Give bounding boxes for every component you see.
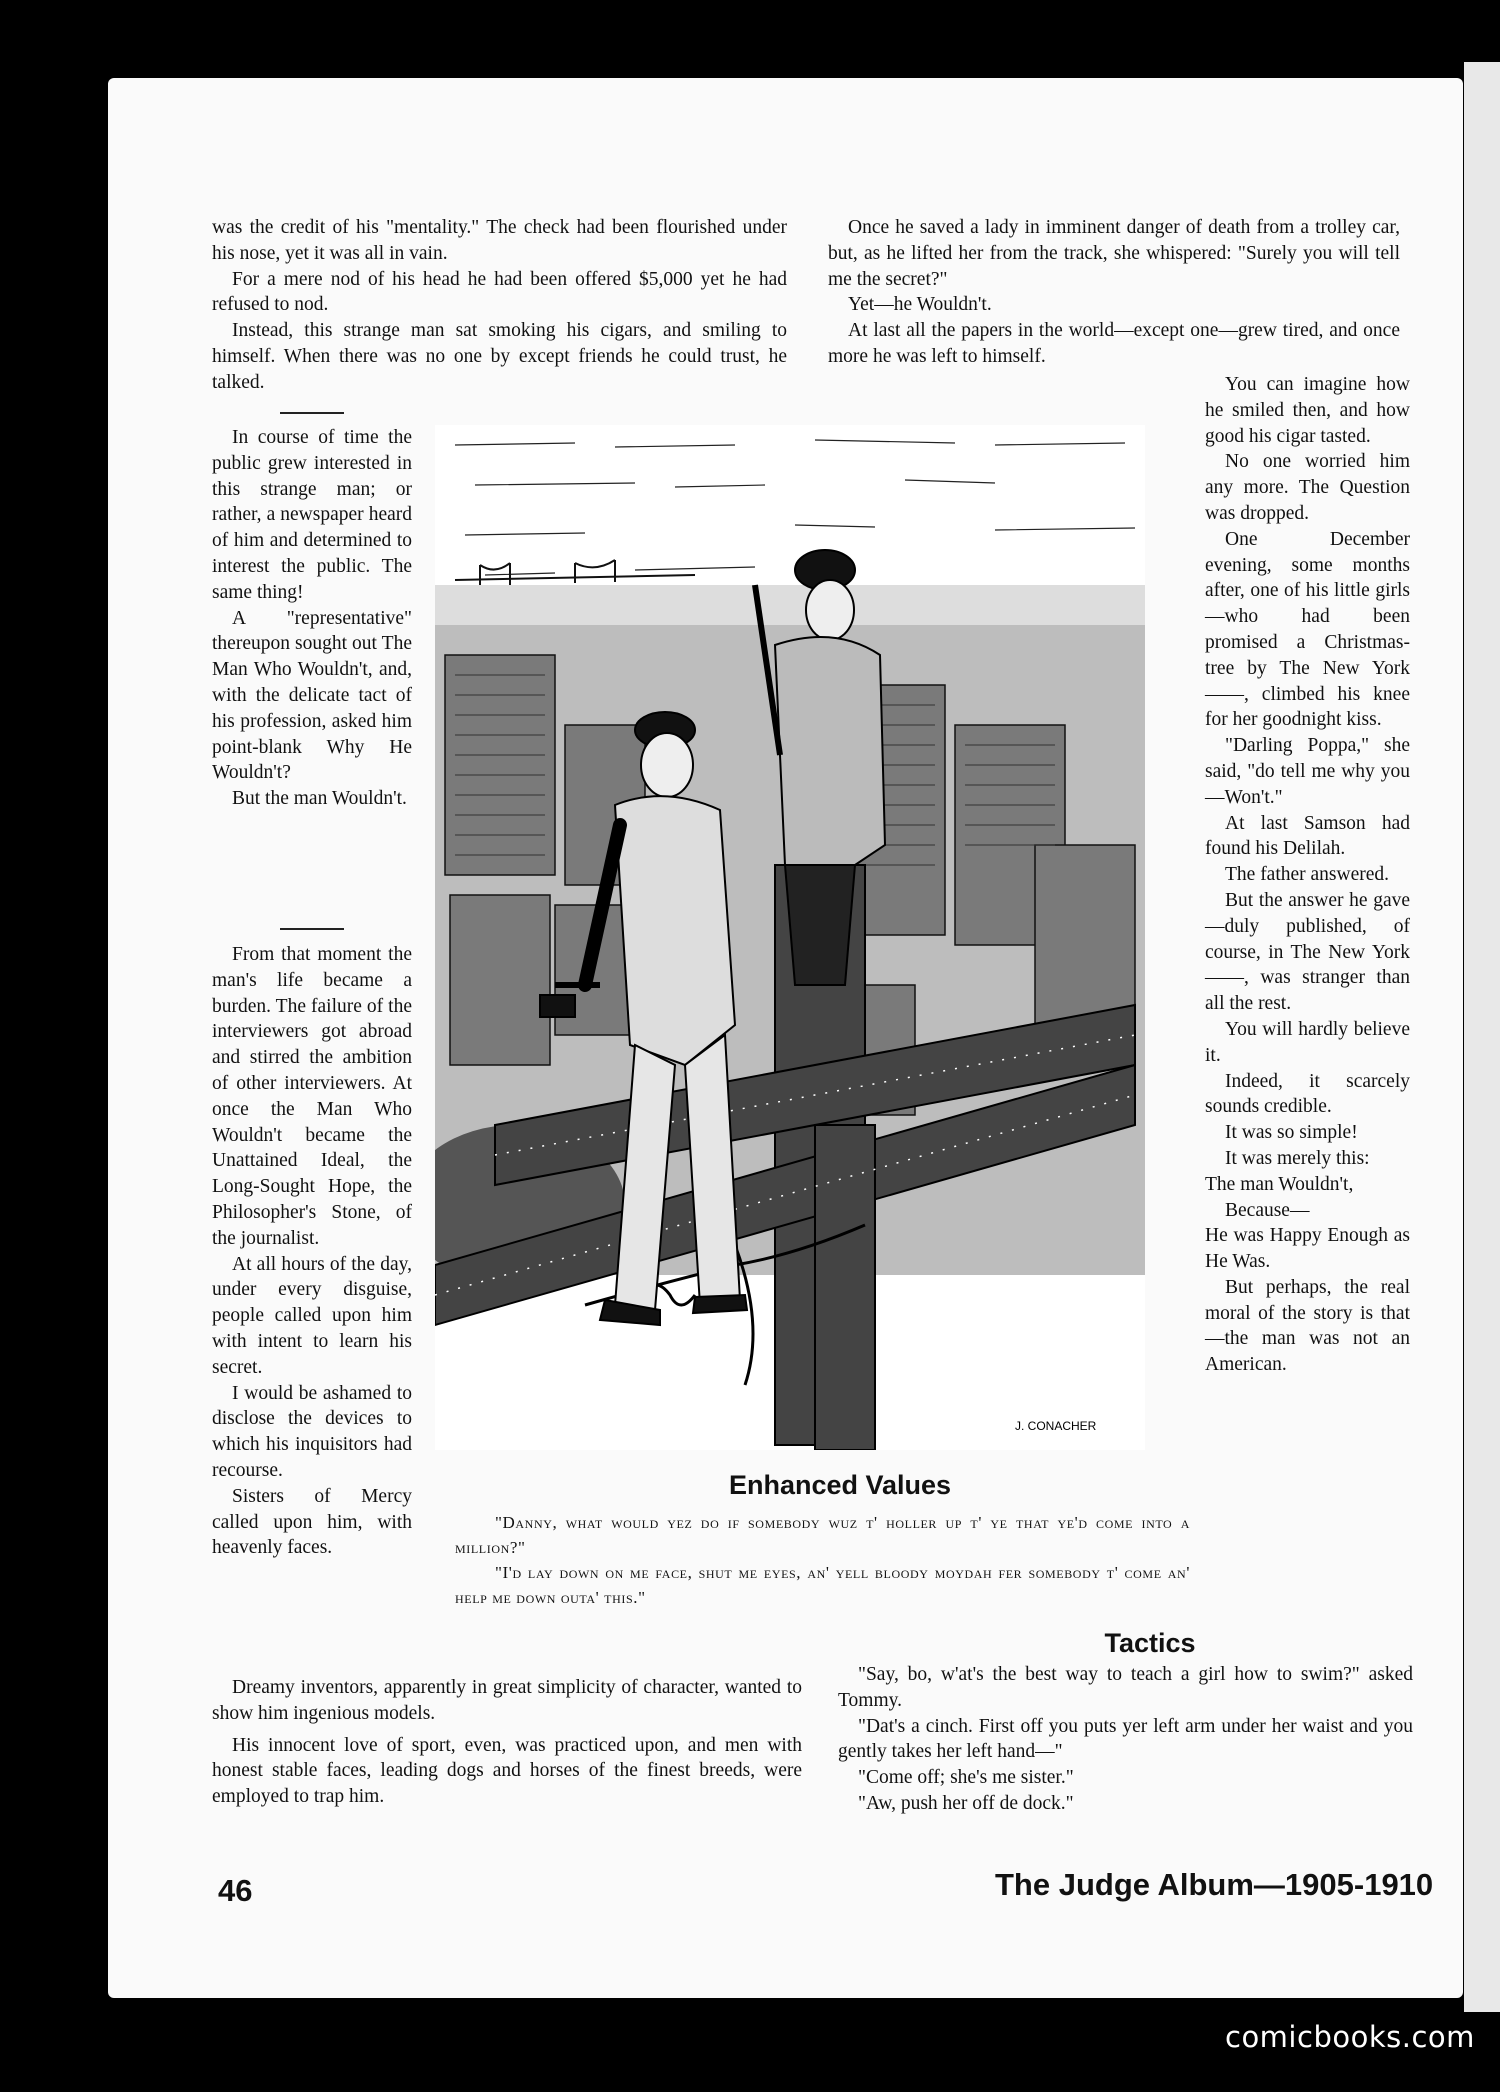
paragraph: "Come off; she's me sister." [858, 1767, 1074, 1789]
paragraph: Yet—he Wouldn't. [848, 294, 992, 316]
paragraph: "Aw, push her off de dock." [858, 1792, 1074, 1814]
text-block-right-top [828, 215, 1400, 370]
paragraph: Sisters of Mercy called upon him, with heavenly faces. [212, 1485, 412, 1559]
section-rule [280, 412, 344, 414]
paragraph: At last all the papers in the world—except one—grew tired, and once more he was left to himself. [828, 320, 1400, 367]
facing-page-edge [1464, 62, 1500, 2012]
paragraph: In course of time the public grew interested in this strange man; or rather, a newspaper heard of him and determined to interest the public. The same thing! [212, 427, 412, 603]
text-block-right-column [1205, 372, 1410, 1378]
paragraph: I would be ashamed to disclose the devices to which his inquisitors had recourse. [212, 1382, 412, 1481]
text-block-left-column-b [212, 942, 412, 1561]
section-rule [280, 928, 344, 930]
paragraph: A "representative" thereupon sought out The Man Who Wouldn't, and, with the delicate tact of his profession, asked him point-blank Why He Wouldn't? [212, 607, 412, 784]
paragraph: For a mere nod of his head he had been offered $5,000 yet he had refused to nod. [212, 268, 787, 316]
paragraph: But the man Wouldn't. [232, 788, 407, 810]
paragraph: "Darling Poppa," she said, "do tell me why you—Won't." [1205, 735, 1410, 808]
paragraph: One December evening, some months after, one of his little girls—who had been promised a Christmas-tree by The New York ——, climbed his knee for her goodnight kiss. [1205, 528, 1410, 731]
paragraph: was the credit of his "mentality." The check had been flourished under his nose, yet it was all in vain. [212, 217, 787, 264]
page-number: 46 [218, 1873, 253, 1908]
ironworkers-drawing [435, 425, 1145, 1450]
paragraph: It was so simple! [1225, 1122, 1358, 1144]
text-block-tactics [838, 1662, 1413, 1817]
paragraph: You will hardly believe it. [1205, 1018, 1410, 1066]
paragraph: The man Wouldn't, [1205, 1173, 1354, 1195]
artist-signature: J. CONACHER [1015, 1419, 1097, 1433]
paragraph: The father answered. [1225, 864, 1390, 886]
text-block-left-column-a [212, 425, 412, 812]
paragraph: His innocent love of sport, even, was practiced upon, and men with honest stable faces, leading dogs and horses of the finest breeds, were employed to trap him. [212, 1734, 802, 1808]
paragraph: It was merely this: [1225, 1147, 1370, 1169]
cartoon-title: Enhanced Values [728, 1470, 952, 1500]
paragraph: Dreamy inventors, apparently in great simplicity of character, wanted to show him ingenious models. [212, 1677, 802, 1724]
paragraph: "Dat's a cinch. First off you puts yer left arm under her waist and you gently takes her left hand—" [838, 1715, 1413, 1763]
tactics-title: Tactics [1104, 1628, 1196, 1658]
paragraph: He was Happy Enough as He Was. [1205, 1225, 1410, 1273]
publication-title: The Judge Album—1905-1910 [995, 1867, 1434, 1902]
paragraph: But the answer he gave—duly published, of course, in The New York ——, was stranger than all the rest. [1205, 889, 1410, 1015]
paragraph: Because— [1225, 1199, 1310, 1221]
text-block-left-top [212, 215, 787, 396]
paragraph: Indeed, it scarcely sounds credible. [1205, 1070, 1410, 1118]
paragraph: But perhaps, the real moral of the story is that—the man was not an American. [1205, 1276, 1410, 1376]
paragraph: No one worried him any more. The Question was dropped. [1205, 451, 1410, 524]
paragraph: At last Samson had found his Delilah. [1205, 812, 1410, 860]
text-block-left-bottom [212, 1675, 802, 1810]
cartoon-caption-1: "Danny, what would yez do if somebody wuz t' holler up t' ye that ye'd come into a million?" [455, 1513, 1190, 1557]
paragraph: You can imagine how he smiled then, and how good his cigar tasted. [1205, 374, 1410, 447]
paragraph: "Say, bo, w'at's the best way to teach a girl how to swim?" asked Tommy. [838, 1664, 1413, 1711]
paragraph: At all hours of the day, under every disguise, people called upon him with intent to learn his secret. [212, 1253, 412, 1378]
paragraph: From that moment the man's life became a burden. The failure of the interviewers got abroad and stirred the ambition of other interviewers. At once the Man Who Wouldn't became the Unattained Ideal, the Long-Sought Hope, the Philosopher's Stone, of the journalist. [212, 944, 412, 1249]
watermark: comicbooks.com [1225, 2020, 1475, 2054]
paragraph: Once he saved a lady in imminent danger of death from a trolley car, but, as he lifted her from the track, she whispered: "Surely you will tell me the secret?" [828, 217, 1400, 290]
cartoon-caption-2: "I'd lay down on me face, shut me eyes, an' yell bloody moydah fer somebody t' come an' help me down outa' this." [455, 1563, 1190, 1607]
cartoon-illustration [435, 425, 1145, 1450]
paragraph: Instead, this strange man sat smoking his cigars, and smiling to himself. When there was no one by except friends he could trust, he talked. [212, 320, 787, 393]
